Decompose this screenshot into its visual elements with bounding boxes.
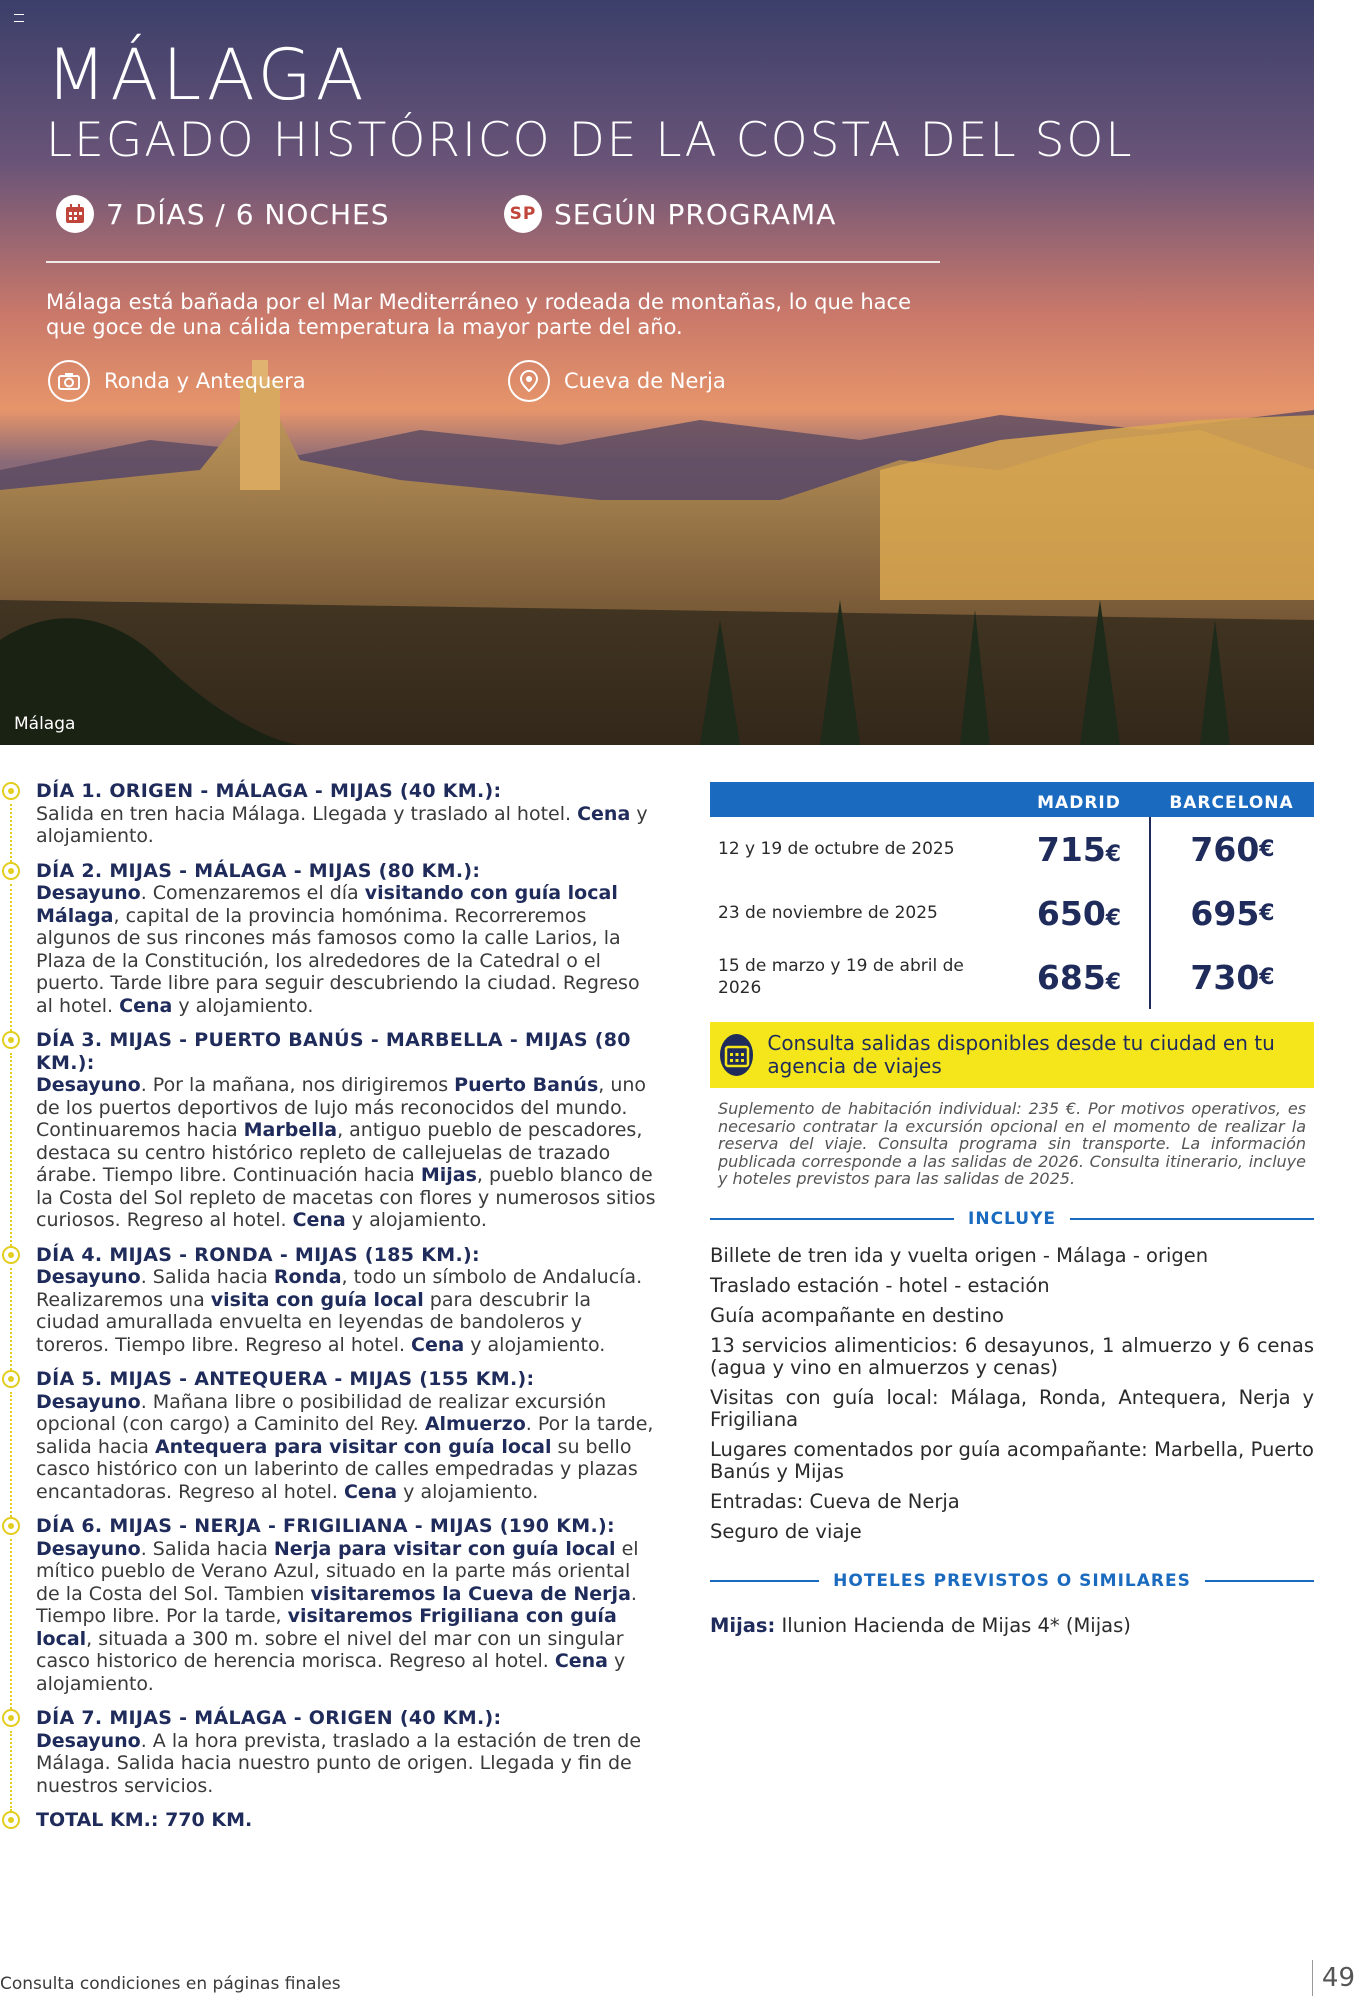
bullet-icon	[2, 862, 20, 880]
day-title: DÍA 7. MIJAS - MÁLAGA - ORIGEN (40 KM.):	[36, 1707, 502, 1729]
bullet-icon	[2, 782, 20, 800]
day-text: Desayuno. Salida hacia Ronda, todo un símbolo de Andalucía. Realizaremos una visita con guía local para descubrir la ciudad amurallada envuelta en leyendas de bandoleros y toreros. Tiempo libre. Regreso al hotel. Cena y alojamiento.	[36, 1266, 643, 1356]
day-text: Salida en tren hacia Málaga. Llegada y traslado al hotel. Cena y alojamiento.	[36, 802, 648, 847]
supplement-note: Suplemento de habitación individual: 235 €. Por motivos operativos, es necesario contratar la excursión opcional en el momento de realizar la reserva del viaje. Consulta programa sin transporte. La información publicada corresponde a las salidas de 2026. Consulta itinerario, incluye y hoteles previstos para las salidas de 2025.	[718, 1099, 1306, 1188]
itinerary-day	[0, 1515, 660, 1695]
itinerary-day	[0, 1244, 660, 1357]
page-title: MÁLAGA	[46, 34, 368, 116]
price-table	[710, 782, 1314, 1009]
price-barcelona: 760 €	[1149, 817, 1314, 881]
includes-heading: INCLUYE	[710, 1209, 1314, 1229]
menu-mark	[14, 14, 24, 22]
divider	[46, 261, 940, 263]
price-row	[710, 881, 1314, 945]
column-madrid: MADRID	[1037, 793, 1121, 813]
location-pin-icon	[508, 360, 550, 402]
list-item: Traslado estación - hotel - estación	[710, 1274, 1050, 1297]
day-text: Desayuno. Comenzaremos el día visitando con guía local Málaga, capital de la provincia homónima. Recorreremos algunos de sus rincones más famosos como la calle Larios, la Plaza de la Constitución, los alrededores de la Catedral o el puerto. Tarde libre para seguir descubriendo la ciudad. Regreso al hotel. Cena y alojamiento.	[36, 882, 640, 1017]
departure-date: 12 y 19 de octubre de 2025	[718, 839, 955, 859]
total-km-text: TOTAL KM.: 770 KM.	[36, 1809, 253, 1831]
bullet-icon	[2, 1031, 20, 1049]
camera-icon	[48, 360, 90, 402]
price-madrid: 715€	[1036, 829, 1122, 869]
departure-date: 15 de marzo y 19 de abril de 2026	[718, 956, 964, 998]
day-text: Desayuno. Salida hacia Nerja para visitar con guía local el mítico pueblo de Verano Azul, situado en la parte más oriental de la Costa del Sol. Tambien visitaremos la Cueva de Nerja. Tiempo libre. Por la tarde, visitaremos Frigiliana con guía local, situada a 300 m. sobre el nivel del mar con un singular casco historico de herencia morisca. Regreso al hotel. Cena y alojamiento.	[36, 1537, 639, 1695]
includes-list	[710, 1245, 1314, 1551]
calendar-icon	[56, 195, 94, 233]
itinerary-day	[0, 1029, 660, 1232]
bullet-icon	[2, 1517, 20, 1535]
day-title: DÍA 3. MIJAS - PUERTO BANÚS - MARBELLA - MIJAS (80 KM.):	[36, 1029, 631, 1074]
bullet-icon	[2, 1709, 20, 1727]
agency-notice	[710, 1022, 1314, 1088]
hotels-heading: HOTELES PREVISTOS O SIMILARES	[710, 1571, 1314, 1591]
hotel-name: Ilunion Hacienda de Mijas 4* (Mijas)	[781, 1614, 1131, 1637]
column-barcelona: BARCELONA	[1169, 793, 1294, 813]
bullet-icon	[2, 1370, 20, 1388]
page-number: 49	[1312, 1960, 1361, 1996]
total-km	[0, 1809, 660, 1831]
day-text: Desayuno. A la hora prevista, traslado a la estación de tren de Málaga. Salida hacia nuestro punto de origen. Llegada y fin de nuestros servicios.	[36, 1729, 642, 1797]
price-madrid: 650€	[1036, 893, 1122, 933]
day-text: Desayuno. Mañana libre o posibilidad de realizar excursión opcional (con cargo) a Caminito del Rey. Almuerzo. Por la tarde, salida hacia Antequera para visitar con guía local su bello casco histórico con un laberinto de calles empedradas y plazas encantadoras. Regreso al hotel. Cena y alojamiento.	[36, 1390, 654, 1503]
bullet-icon	[2, 1246, 20, 1264]
duration	[56, 195, 389, 233]
highlight-text: Cueva de Nerja	[564, 369, 726, 393]
day-title: DÍA 5. MIJAS - ANTEQUERA - MIJAS (155 KM.):	[36, 1368, 535, 1390]
list-item: Lugares comentados por guía acompañante: Marbella, Puerto Banús y Mijas	[710, 1438, 1314, 1483]
day-text: Desayuno. Por la mañana, nos dirigiremos Puerto Banús, uno de los puertos deportivos de lujo más reconocidos del mundo. Continuaremos hacia Marbella, antiguo pueblo de pescadores, destaca su centro histórico repleto de callejuelas de trazado árabe. Tiempo libre. Continuación hacia Mijas, pueblo blanco de la Costa del Sol repleto de macetas con flores y numerosos sitios curiosos. Regreso al hotel. Cena y alojamiento.	[36, 1074, 656, 1231]
hotel-entry	[710, 1614, 1131, 1637]
notice-text: Consulta salidas disponibles desde tu ciudad en tu agencia de viajes	[767, 1031, 1275, 1078]
photo-caption: Málaga	[14, 714, 76, 734]
regime-text: SEGÚN PROGRAMA	[554, 197, 837, 231]
list-item: 13 servicios alimenticios: 6 desayunos, 1 almuerzo y 6 cenas (agua y vino en almuerzos y cenas)	[710, 1334, 1314, 1379]
price-barcelona: 730 €	[1149, 945, 1314, 1009]
regime-badge: SP	[504, 195, 542, 233]
highlight-ronda	[48, 360, 306, 402]
list-item: Visitas con guía local: Málaga, Ronda, Antequera, Nerja y Frigiliana	[710, 1386, 1314, 1431]
itinerary-day	[0, 780, 660, 848]
itinerary-day	[0, 1368, 660, 1503]
price-barcelona: 695 €	[1149, 881, 1314, 945]
list-item: Entradas: Cueva de Nerja	[710, 1490, 960, 1513]
itinerary	[0, 780, 660, 1831]
highlight-text: Ronda y Antequera	[104, 369, 306, 393]
regime	[504, 195, 836, 233]
list-item: Seguro de viaje	[710, 1520, 862, 1543]
price-madrid: 685€	[1036, 957, 1122, 997]
footer-note: Consulta condiciones en páginas finales	[0, 1974, 341, 1994]
highlight-nerja	[508, 360, 726, 402]
bullet-icon	[2, 1811, 20, 1829]
price-table-header	[710, 782, 1314, 817]
departure-date: 23 de noviembre de 2025	[718, 903, 938, 923]
itinerary-day	[0, 1707, 660, 1797]
day-title: DÍA 6. MIJAS - NERJA - FRIGILIANA - MIJAS (190 KM.):	[36, 1515, 615, 1537]
itinerary-day	[0, 860, 660, 1018]
hero-banner	[0, 0, 1314, 745]
day-title: DÍA 4. MIJAS - RONDA - MIJAS (185 KM.):	[36, 1243, 480, 1266]
day-title: DÍA 2. MIJAS - MÁLAGA - MIJAS (80 KM.):	[36, 859, 481, 882]
hotel-city: Mijas:	[710, 1614, 776, 1637]
list-item: Guía acompañante en destino	[710, 1304, 1004, 1327]
price-row	[710, 945, 1314, 1009]
hero-description: Málaga está bañada por el Mar Mediterráneo y rodeada de montañas, lo que hace que goce de una cálida temperatura la mayor parte del año.	[46, 290, 912, 339]
calendar-icon	[720, 1034, 753, 1076]
list-item: Billete de tren ida y vuelta origen - Málaga - origen	[710, 1244, 1209, 1267]
price-row	[710, 817, 1314, 881]
page-subtitle: LEGADO HISTÓRICO DE LA COSTA DEL SOL	[46, 113, 1134, 168]
day-title: DÍA 1. ORIGEN - MÁLAGA - MIJAS (40 KM.):	[36, 780, 502, 802]
duration-text: 7 DÍAS / 6 NOCHES	[106, 197, 390, 231]
